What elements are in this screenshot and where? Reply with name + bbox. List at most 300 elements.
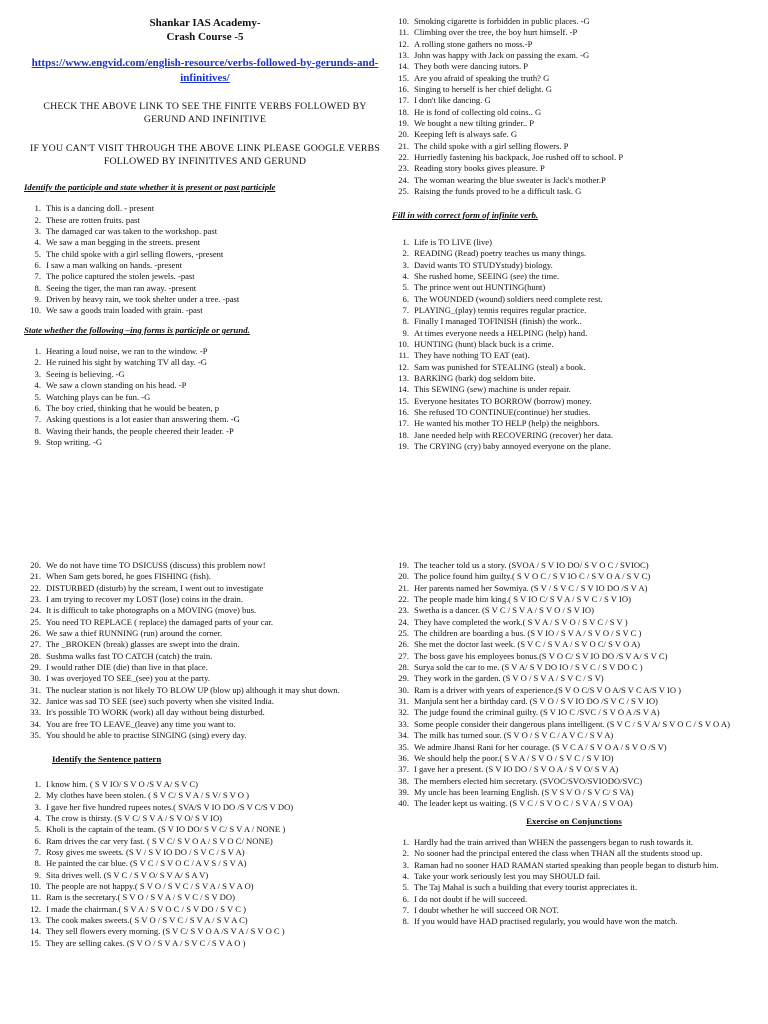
item-text: Waving their hands, the people cheered their leader. -P — [46, 425, 234, 436]
item-text: I do not doubt if he will succeed. — [414, 893, 528, 904]
list-item — [24, 719, 386, 730]
column-bottom-right — [392, 560, 756, 928]
item-number: 10. — [398, 338, 409, 349]
list-item — [392, 905, 756, 916]
item-number: 1. — [402, 236, 409, 247]
list-item — [24, 414, 386, 425]
item-text: At times everyone needs a HELPING (help) hand. — [414, 327, 588, 338]
list-item — [24, 870, 386, 881]
item-text: Sita drives well. (S V C / S V O/ S V A/ S A V) — [46, 869, 209, 880]
item-text: She met the doctor last week. (S V C / S V A / S V O C/ S V O A) — [414, 639, 641, 650]
list-item — [392, 441, 756, 452]
item-text: DISTURBED (disturb) by the scream, I went out to investigate — [46, 582, 264, 593]
item-number: 20. — [398, 129, 409, 140]
item-text: The prince went out HUNTING(hunt) — [414, 282, 546, 293]
item-number: 27. — [398, 650, 409, 661]
item-number: 24. — [398, 174, 409, 185]
list-item — [392, 673, 756, 684]
list-item — [24, 926, 386, 937]
list-item — [392, 328, 756, 339]
page-title-line1: Shankar IAS Academy- — [149, 17, 261, 29]
item-text: The boss gave his employees bonus.(S V O C/ S V IO DO /S V A/ S V C) — [414, 650, 668, 661]
list-item — [392, 871, 756, 882]
list-item — [392, 860, 756, 871]
list-item — [24, 571, 386, 582]
item-number: 31. — [30, 684, 41, 695]
item-number: 5. — [402, 282, 409, 293]
item-number: 19. — [398, 560, 409, 570]
item-text: They sell flowers every morning. (S V C/ S V O A /S V A / S V O C ) — [46, 926, 285, 937]
item-text: We saw a thief RUNNING (run) around the corner. — [46, 628, 223, 639]
list-item — [24, 696, 386, 707]
list-item — [392, 662, 756, 673]
item-text: You need TO REPLACE ( replace) the damaged parts of your car. — [46, 616, 273, 627]
item-number: 16. — [398, 407, 409, 417]
item-text: No sooner had the principal entered the class when THAN all the students stood up. — [414, 848, 703, 859]
item-number: 35. — [398, 741, 409, 752]
item-text: Manjula sent her a birthday card. (S V O / S V IO DO /S V C / S V IO) — [414, 696, 658, 707]
item-number: 25. — [30, 616, 41, 627]
list-item — [392, 730, 756, 741]
item-number: 22. — [30, 582, 41, 593]
item-number: 21. — [398, 582, 409, 593]
item-text: We do not have time TO DSICUSS (discuss) this problem now! — [46, 560, 266, 570]
list-item — [24, 730, 386, 741]
list-item — [24, 215, 386, 226]
list-item — [392, 141, 756, 152]
list-item — [392, 294, 756, 305]
list-item — [24, 858, 386, 869]
item-number: 22. — [398, 152, 409, 163]
item-text: They have completed the work.( S V A / S V O / S V C / S V ) — [414, 616, 628, 627]
item-text: I was overjoyed TO SEE_(see) you at the party. — [46, 673, 211, 684]
item-number: 31. — [398, 696, 409, 707]
list-item — [392, 848, 756, 859]
list-item — [392, 651, 756, 662]
item-number: 36. — [398, 752, 409, 763]
item-text: Sam was punished for STEALING (steal) a book. — [414, 361, 586, 372]
list-item — [392, 719, 756, 730]
list-item — [24, 617, 386, 628]
item-text: Keeping left is always safe. G — [414, 129, 518, 140]
item-number: 18. — [398, 106, 409, 117]
item-text: The crow is thirsty. (S V C/ S V A / S V O/ S V IO) — [46, 812, 223, 823]
sentence-pattern-list-continued — [392, 560, 756, 810]
item-number: 3. — [34, 801, 41, 812]
list-item — [392, 617, 756, 628]
item-text: John was happy with Jack on passing the exam. -G — [414, 50, 590, 61]
item-number: 30. — [30, 673, 41, 684]
list-item — [392, 107, 756, 118]
item-number: 23. — [30, 594, 41, 605]
list-item — [392, 430, 756, 441]
list-item — [24, 938, 386, 949]
list-item — [24, 639, 386, 650]
item-text: Raising the funds proved to be a difficult task. G — [414, 186, 582, 197]
list-item — [24, 437, 386, 448]
item-number: 16. — [398, 84, 409, 95]
item-number: 34. — [398, 730, 409, 741]
column-bottom-left — [24, 560, 386, 949]
item-number: 6. — [34, 260, 41, 271]
item-number: 11. — [398, 27, 409, 38]
list-item — [392, 628, 756, 639]
list-item — [392, 305, 756, 316]
item-number: 3. — [402, 259, 409, 270]
item-number: 37. — [398, 764, 409, 775]
list-item — [24, 790, 386, 801]
list-item — [392, 95, 756, 106]
list-item — [392, 61, 756, 72]
item-text: The police captured the stolen jewels. -past — [46, 271, 195, 282]
item-text: Hardly had the train arrived than WHEN the passengers began to rush towards it. — [414, 836, 694, 847]
list-item — [392, 685, 756, 696]
list-item — [392, 163, 756, 174]
item-text: The members elected him secretary. (SVOC/SVO/SVIODO/SVC) — [414, 775, 643, 786]
column-top-right — [392, 16, 756, 452]
list-item — [24, 560, 386, 571]
list-item — [24, 294, 386, 305]
item-number: 15. — [30, 937, 41, 948]
item-number: 14. — [398, 61, 409, 72]
item-text: The woman wearing the blue sweater is Jack's mother.P — [414, 174, 606, 185]
list-item — [392, 837, 756, 848]
item-number: 2. — [402, 848, 409, 859]
list-item — [392, 350, 756, 361]
item-text: The child spoke with a girl selling flowers, -present — [46, 248, 224, 259]
list-item — [24, 915, 386, 926]
item-text: I am trying to recover my LOST (lose) coins in the drain. — [46, 594, 243, 605]
item-number: 6. — [402, 293, 409, 304]
item-text: Surya sold the car to me. (S V A/ S V DO IO / S V C / S V DO C ) — [414, 662, 643, 673]
item-number: 25. — [398, 186, 409, 197]
item-number: 9. — [34, 436, 41, 447]
list-item — [24, 260, 386, 271]
item-text: Asking questions is a lot easier than answering them. -G — [46, 414, 240, 425]
item-number: 24. — [30, 605, 41, 616]
list-item — [24, 403, 386, 414]
item-text: The cook makes sweets.( S V O / S V C / S V A / S V A C) — [46, 914, 248, 925]
list-item — [392, 152, 756, 163]
item-text: The police found him guilty.( S V O C / S V IO C / S V O A / S V C) — [414, 571, 651, 582]
item-number: 38. — [398, 775, 409, 786]
item-number: 21. — [398, 140, 409, 151]
item-number: 11. — [398, 350, 409, 361]
item-number: 8. — [34, 858, 41, 869]
item-text: We should help the poor.( S V A / S V O / S V C / S V IO) — [414, 752, 614, 763]
list-item — [24, 271, 386, 282]
conjunctions-heading: Exercise on Conjunctions — [526, 815, 622, 826]
list-item — [392, 571, 756, 582]
list-item — [24, 802, 386, 813]
list-item — [24, 824, 386, 835]
item-text: Take your work seriously lest you may SHOULD fail. — [414, 870, 601, 881]
item-number: 14. — [30, 926, 41, 937]
item-number: 2. — [34, 214, 41, 225]
item-number: 3. — [402, 859, 409, 870]
item-number: 18. — [398, 429, 409, 440]
infinitive-heading: Fill in with correct form of infinite verb. — [392, 209, 539, 220]
item-text: Rosy gives me sweets. (S V / S V IO DO / S V C / S V A) — [46, 846, 245, 857]
list-item — [24, 237, 386, 248]
item-number: 8. — [402, 916, 409, 927]
item-number: 8. — [402, 316, 409, 327]
item-number: 7. — [402, 904, 409, 915]
item-text: These are rotten fruits. past — [46, 214, 140, 225]
item-number: 15. — [398, 72, 409, 83]
list-item — [392, 362, 756, 373]
item-text: I gave her a present. (S V IO DO / S V O A / S V O/ S V A) — [414, 764, 619, 775]
item-number: 25. — [398, 628, 409, 639]
list-item — [24, 346, 386, 357]
ing-forms-heading: State whether the following –ing forms is participle or gerund. — [24, 324, 250, 335]
list-item — [24, 380, 386, 391]
list-item — [392, 373, 756, 384]
list-item — [392, 894, 756, 905]
item-text: Smoking cigarette is forbidden in public places. -G — [414, 16, 590, 26]
list-item — [24, 847, 386, 858]
list-item — [392, 787, 756, 798]
item-number: 17. — [398, 95, 409, 106]
infinitive-list-continued — [24, 560, 386, 742]
list-item — [392, 271, 756, 282]
participle-list — [24, 203, 386, 316]
item-number: 7. — [34, 414, 41, 425]
item-number: 28. — [398, 662, 409, 673]
list-item — [392, 753, 756, 764]
item-text: Finally I managed TOFINISH (finish) the work.. — [414, 316, 582, 327]
list-item — [392, 916, 756, 927]
item-text: The milk has turned sour. (S V O / S V C / A V C / S V A) — [414, 730, 614, 741]
item-number: 4. — [402, 870, 409, 881]
item-number: 29. — [398, 673, 409, 684]
item-text: Seeing is believing. -G — [46, 368, 125, 379]
list-item — [392, 129, 756, 140]
resource-link[interactable]: https://www.engvid.com/english-resource/verbs-followed-by-gerunds-and-infinitives/ — [31, 57, 379, 84]
list-item — [392, 50, 756, 61]
list-item — [24, 426, 386, 437]
item-number: 19. — [398, 441, 409, 452]
item-number: 9. — [34, 294, 41, 305]
ing-forms-list-continued — [392, 16, 756, 198]
item-text: They have nothing TO EAT (eat). — [414, 350, 530, 361]
item-text: My uncle has been learning English. (S V S V O / S V C/ S VA) — [414, 786, 634, 797]
item-number: 4. — [34, 237, 41, 248]
list-item — [24, 651, 386, 662]
list-item — [392, 583, 756, 594]
item-number: 3. — [34, 226, 41, 237]
item-text: The _BROKEN (break) glasses are swept into the drain. — [46, 639, 240, 650]
list-item — [392, 396, 756, 407]
item-text: Kholi is the captain of the team. (S V IO DO/ S V C/ S V A / NONE ) — [46, 824, 286, 835]
list-item — [392, 175, 756, 186]
list-item — [24, 662, 386, 673]
item-text: The child spoke with a girl selling flowers. P — [414, 140, 569, 151]
list-item — [24, 628, 386, 639]
list-item — [392, 742, 756, 753]
list-item — [392, 560, 756, 571]
item-text: Ram is a driver with years of experience.(S V O C/S V O A/S V C A/S V IO ) — [414, 684, 682, 695]
item-text: HUNTING (hunt) black buck is a crime. — [414, 338, 554, 349]
item-number: 11. — [30, 892, 41, 903]
list-item — [24, 392, 386, 403]
item-text: The teacher told us a story. (SVOA / S V IO DO/ S V O C / SVIOC) — [414, 560, 649, 570]
item-number: 40. — [398, 798, 409, 809]
item-text: It is difficult to take photographs on a MOVING (move) bus. — [46, 605, 257, 616]
item-text: Janice was sad TO SEE (see) such poverty when she visited India. — [46, 696, 274, 707]
list-item — [24, 685, 386, 696]
list-item — [24, 605, 386, 616]
list-item — [392, 186, 756, 197]
list-item — [392, 384, 756, 395]
list-item — [392, 605, 756, 616]
list-item — [24, 707, 386, 718]
list-item — [24, 583, 386, 594]
item-number: 8. — [34, 282, 41, 293]
item-number: 28. — [30, 650, 41, 661]
item-text: The people are not happy.( S V O / S V C / S V A / S V A O) — [46, 880, 254, 891]
item-text: I gave her five hundred rupees notes.( SVA/S V IO DO /S V C/S V DO) — [46, 801, 294, 812]
item-text: Ram drives the car very fast. ( S V C/ S V O A / S V O C/ NONE) — [46, 835, 273, 846]
sentence-pattern-list — [24, 779, 386, 949]
item-number: 26. — [30, 628, 41, 639]
item-number: 27. — [30, 639, 41, 650]
list-item — [392, 237, 756, 248]
item-text: She refused TO CONTINUE(continue) her studies. — [414, 407, 591, 417]
item-number: 1. — [34, 203, 41, 214]
item-text: When Sam gets bored, he goes FISHING (fish). — [46, 571, 211, 582]
list-item — [392, 798, 756, 809]
list-item — [392, 776, 756, 787]
list-item — [24, 594, 386, 605]
item-text: Everyone hesitates TO BORROW (borrow) money. — [414, 395, 592, 406]
item-text: The judge found the criminal guilty. (S V IO C /SVC / S V O A /S V A) — [414, 707, 660, 718]
item-number: 4. — [402, 270, 409, 281]
item-number: 19. — [398, 118, 409, 129]
item-text: Hurriedly fastening his backpack, Joe rushed off to school. P — [414, 152, 624, 163]
item-number: 20. — [398, 571, 409, 582]
list-item — [392, 882, 756, 893]
item-number: 21. — [30, 571, 41, 582]
item-number: 10. — [30, 305, 41, 316]
list-item — [24, 779, 386, 790]
item-number: 12. — [398, 38, 409, 49]
item-number: 13. — [398, 50, 409, 61]
item-number: 13. — [30, 914, 41, 925]
item-text: The WOUNDED (wound) soldiers need complete rest. — [414, 293, 603, 304]
item-number: 23. — [398, 605, 409, 616]
ing-forms-list — [24, 346, 386, 448]
item-number: 9. — [34, 869, 41, 880]
item-text: Climbing over the tree, the boy hurt himself. -P — [414, 27, 578, 38]
item-text: The nuclear station is not likely TO BLOW UP (blow up) although it may shut down. — [46, 684, 340, 695]
list-item — [24, 369, 386, 380]
item-number: 4. — [34, 812, 41, 823]
list-item — [392, 16, 756, 27]
item-number: 24. — [398, 616, 409, 627]
item-text: We saw a clown standing on his head. -P — [46, 380, 187, 391]
item-number: 32. — [30, 696, 41, 707]
list-item — [392, 764, 756, 775]
item-text: We bought a new tilting grinder.. P — [414, 118, 535, 129]
participle-heading: Identify the participle and state whether it is present or past participle — [24, 182, 276, 192]
item-number: 5. — [34, 248, 41, 259]
item-number: 12. — [398, 361, 409, 372]
item-number: 32. — [398, 707, 409, 718]
list-item — [24, 357, 386, 368]
list-item — [392, 27, 756, 38]
item-number: 7. — [402, 304, 409, 315]
item-text: BARKING (bark) dog seldom bite. — [414, 372, 536, 383]
item-number: 2. — [402, 248, 409, 259]
list-item — [24, 203, 386, 214]
item-number: 7. — [34, 846, 41, 857]
list-item — [392, 407, 756, 418]
item-text: PLAYING_(play) tennis requires regular practice. — [414, 304, 587, 315]
item-text: We admire Jhansi Rani for her courage. (S V C A / S V O A / S V O /S V) — [414, 741, 667, 752]
item-text: They are selling cakes. (S V O / S V A / S V C / S V A O ) — [46, 937, 246, 948]
conjunctions-list — [392, 837, 756, 928]
item-number: 4. — [34, 380, 41, 391]
item-number: 9. — [402, 327, 409, 338]
list-item — [24, 283, 386, 294]
item-text: Life is TO LIVE (live) — [414, 236, 492, 247]
item-text: I saw a man walking on hands. -present — [46, 260, 183, 271]
list-item — [392, 282, 756, 293]
item-text: The damaged car was taken to the workshop. past — [46, 226, 218, 237]
item-text: A rolling stone gathers no moss.-P — [414, 38, 533, 49]
page-title-line2: Crash Course -5 — [166, 31, 244, 43]
item-number: 33. — [30, 707, 41, 718]
item-number: 5. — [34, 824, 41, 835]
item-number: 5. — [34, 391, 41, 402]
item-text: Driven by heavy rain, we took shelter under a tree. -past — [46, 294, 240, 305]
item-text: I know him. ( S V IO/ S V O /S V A/ S V C) — [46, 778, 199, 789]
item-number: 22. — [398, 594, 409, 605]
item-number: 23. — [398, 163, 409, 174]
item-number: 1. — [34, 778, 41, 789]
item-text: Her parents named her Sowmiya. (S V / S V C / S V IO DO /S V A) — [414, 582, 648, 593]
list-item — [24, 904, 386, 915]
item-text: I made the chairman.( S V A / S V O C / S V DO / S V C ) — [46, 903, 246, 914]
item-text: The boy cried, thinking that he would be beaten, p — [46, 402, 220, 413]
list-item — [24, 881, 386, 892]
item-text: He ruined his sight by watching TV all day. -G — [46, 357, 207, 368]
item-text: Raman had no sooner HAD RAMAN started speaking than people began to disturb him. — [414, 859, 719, 870]
item-text: The leader kept us waiting. (S V C / S V O C / S V A / S V OA) — [414, 798, 633, 809]
item-text: She rushed home, SEEING (see) the time. — [414, 270, 560, 281]
item-text: You are free TO LEAVE_(leave) any time you want to. — [46, 718, 236, 729]
item-number: 12. — [30, 903, 41, 914]
list-item — [24, 305, 386, 316]
item-text: This SEWING (sew) machine is under repair. — [414, 384, 571, 395]
list-item — [392, 84, 756, 95]
list-item — [392, 73, 756, 84]
item-text: Watching plays can be fun. -G — [46, 391, 151, 402]
list-item — [392, 316, 756, 327]
item-number: 10. — [30, 880, 41, 891]
item-number: 30. — [398, 684, 409, 695]
item-text: Singing to herself is her chief delight. G — [414, 84, 552, 95]
list-item — [392, 339, 756, 350]
item-text: Stop writing. -G — [46, 436, 103, 447]
item-text: He wanted his mother TO HELP (help) the neighbors. — [414, 418, 600, 429]
list-item — [24, 673, 386, 684]
list-item — [24, 892, 386, 903]
list-item — [392, 639, 756, 650]
instruction-note-1: CHECK THE ABOVE LINK TO SEE THE FINITE VERBS FOLLOWED BY GERUND AND INFINITIVE — [43, 101, 367, 125]
item-text: The Taj Mahal is such a building that every tourist appreciates it. — [414, 882, 638, 893]
